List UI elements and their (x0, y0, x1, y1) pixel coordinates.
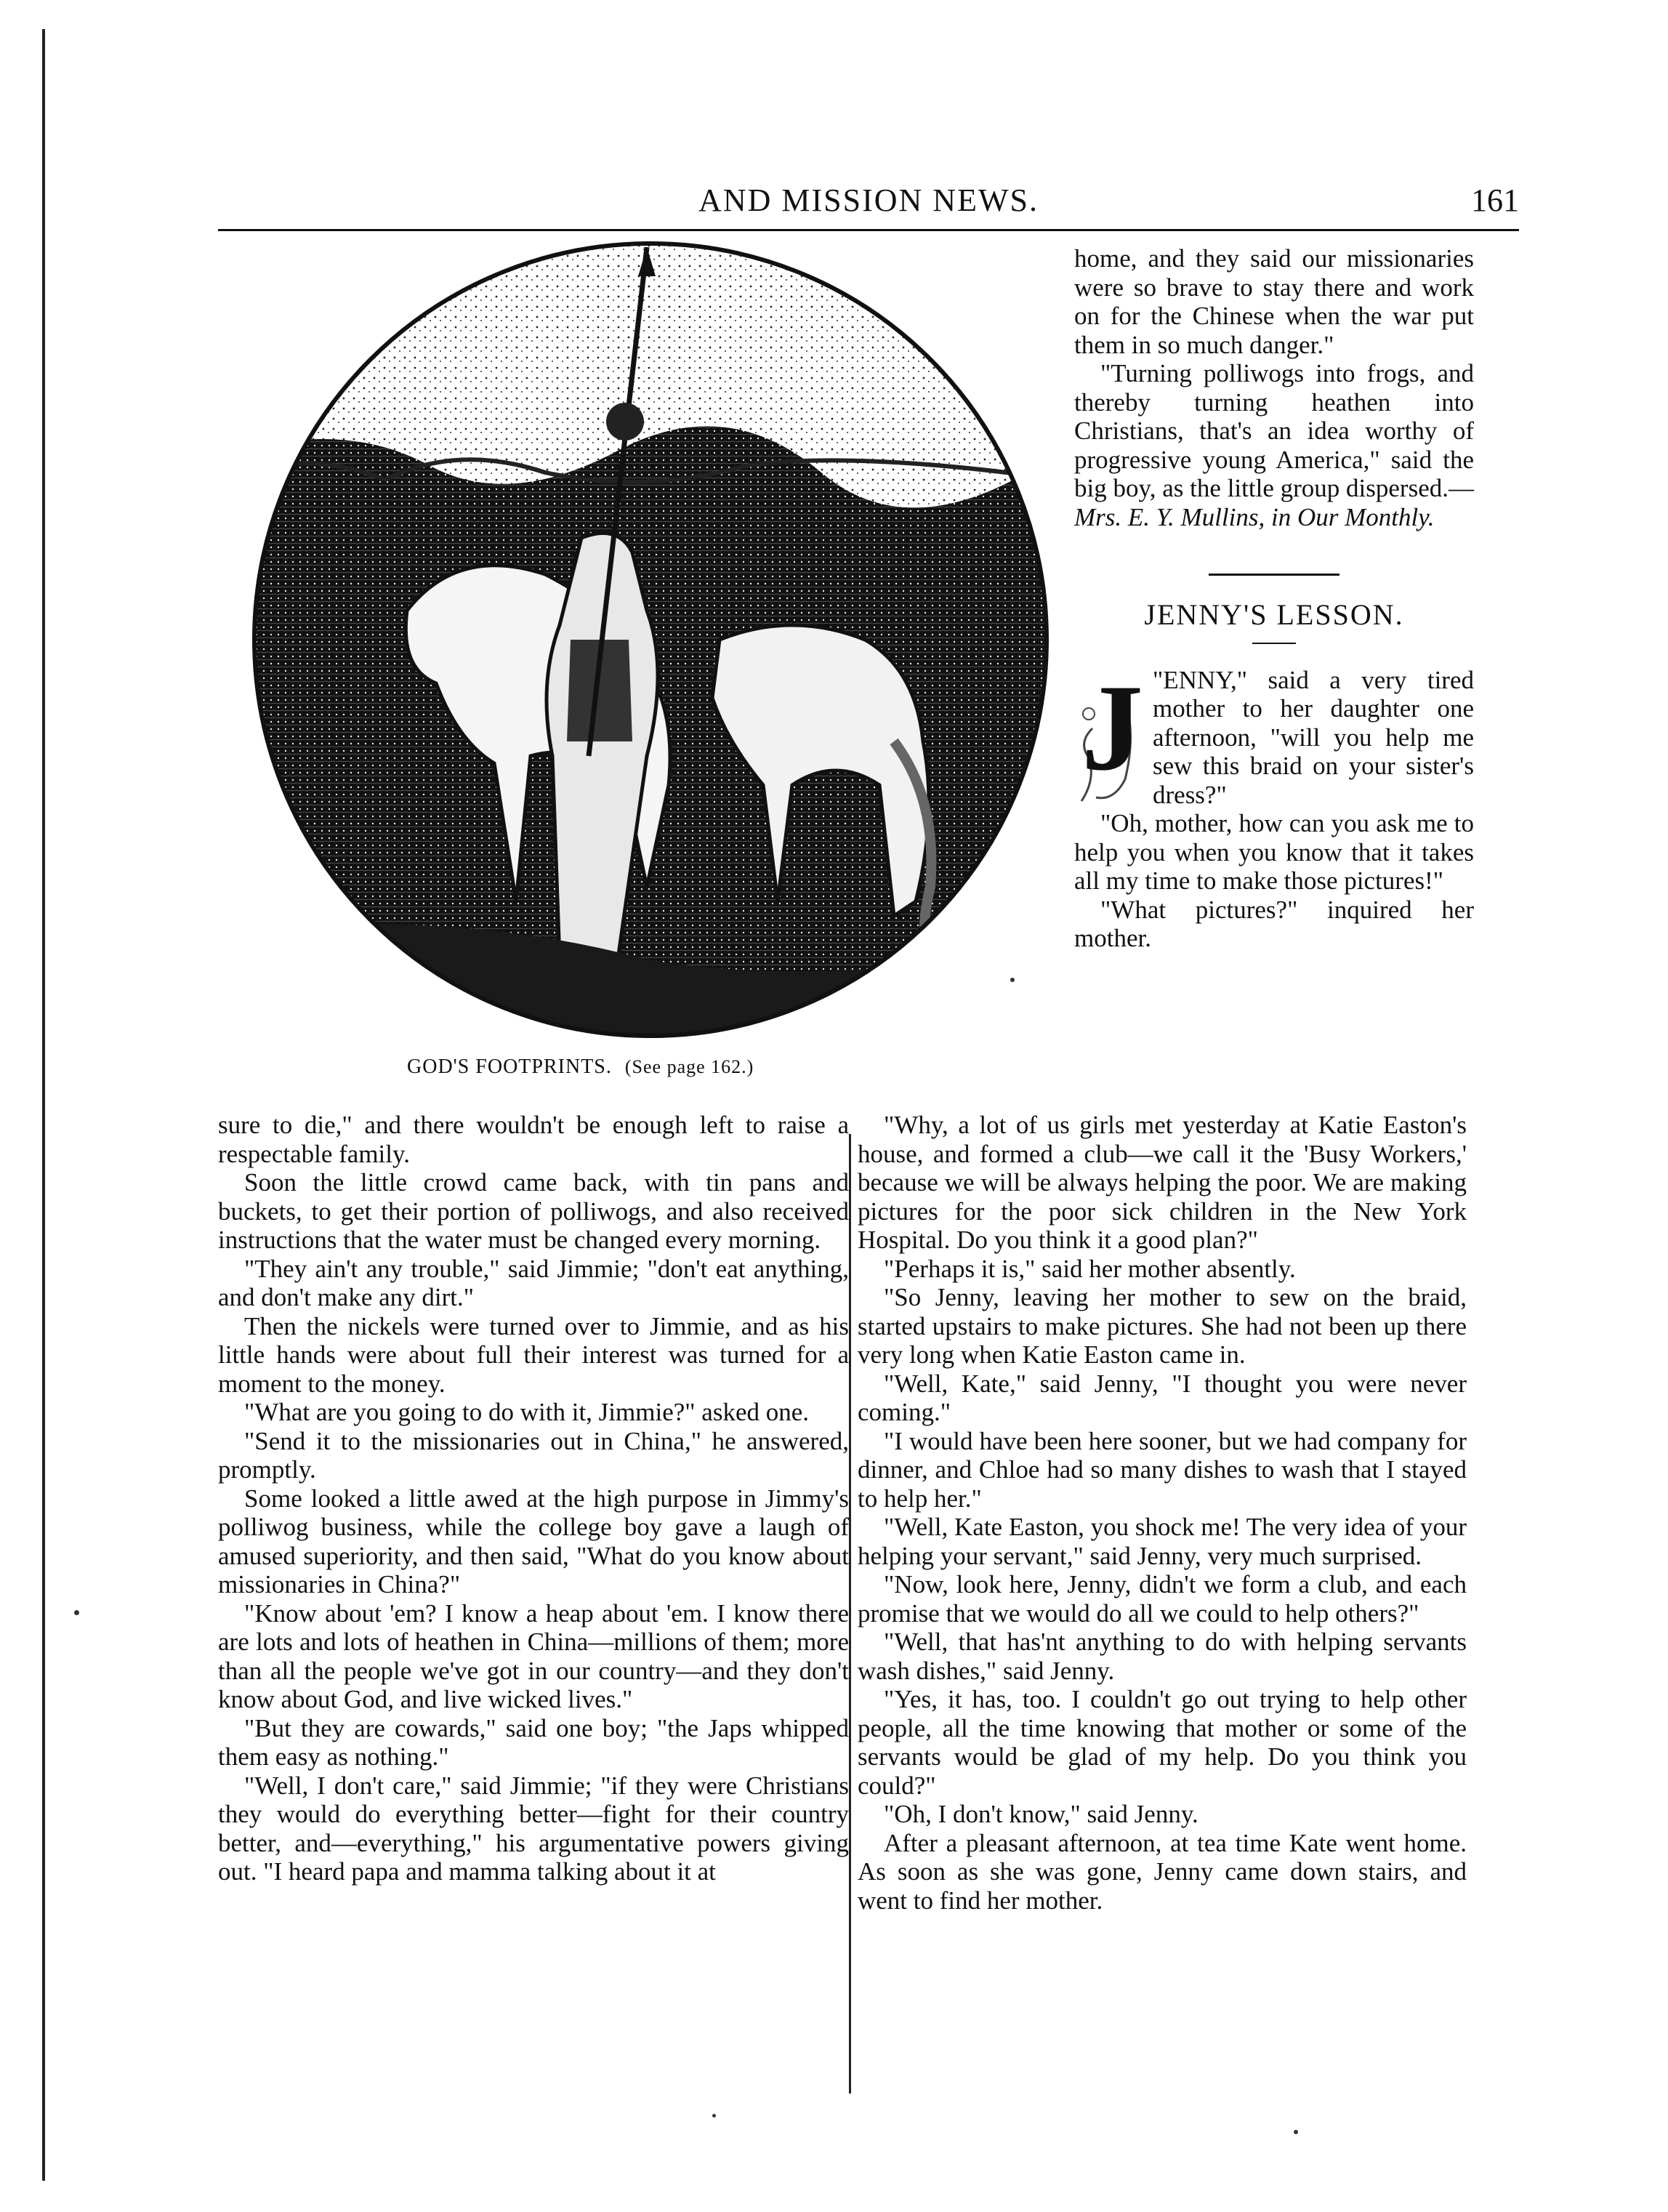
story-opening (1074, 659, 1474, 810)
author-signature: Mrs. E. Y. Mullins, in Our Monthly. (1074, 502, 1435, 531)
caption-page-reference: (See page 162.) (624, 1056, 754, 1077)
paragraph: sure to die," and there wouldn't be enough left to raise a respectable family. (218, 1111, 849, 1168)
paragraph: "I would have been here sooner, but we had company for dinner, and Chloe had so many dishes to wash that I stayed to help her." (858, 1426, 1467, 1513)
title-underline (1252, 643, 1296, 644)
paragraph: "Oh, I don't know," said Jenny. (884, 1800, 1198, 1828)
paragraph-text: ENNY," said a very tired mother to her daughter one afternoon, "will you help me sew this braid on your sister's dress?" (1153, 665, 1474, 809)
binding-line (42, 29, 45, 2181)
left-column (218, 1111, 849, 1886)
print-speck (1010, 978, 1015, 982)
story-title: JENNY'S LESSON. (1144, 598, 1404, 631)
illustration-gods-footprints (240, 233, 1061, 1047)
print-speck (74, 1610, 79, 1615)
page-header (218, 182, 1519, 225)
paragraph (1074, 359, 1474, 531)
upper-right-column (1074, 244, 1474, 953)
paragraph: "So Jenny, leaving her mother to sew on the braid, started upstairs to make pictures. She had not been up there very long when Katie Easton came in. (858, 1283, 1467, 1369)
caption-title: GOD'S FOOTPRINTS. (407, 1055, 612, 1078)
paragraph: "Well, Kate Easton, you shock me! The very idea of your helping your servant," said Jenny, very much surprised. (858, 1513, 1467, 1570)
opening-quote: " (1153, 665, 1164, 694)
print-speck (712, 2114, 716, 2118)
paragraph: "Send it to the missionaries out in China," he answered, promptly. (218, 1426, 849, 1484)
paragraph: "What pictures?" inquired her mother. (1074, 895, 1474, 952)
paragraph: "Why, a lot of us girls met yesterday at Katie Easton's house, and formed a club—we call it the 'Busy Workers,' because we will be always helping the poor. We are making pictures for the poor sick children in the New York Hospital. Do you think it a good plan?" (858, 1111, 1467, 1254)
dropcap-letter: J (1081, 659, 1143, 796)
paragraph: Soon the little crowd came back, with tin pans and buckets, to get their portion of polliwogs, and also received instructions that the water must be changed every morning. (218, 1168, 849, 1254)
header-rule (218, 229, 1519, 231)
running-head: AND MISSION NEWS. (698, 182, 1039, 218)
figure-caption (407, 1055, 754, 1079)
paragraph: "They ain't any trouble," said Jimmie; "don't eat anything, and don't make any dirt." (218, 1254, 849, 1311)
paragraph-text: "Turning polliwogs into frogs, and thereby turning heathen into Christians, that's an idea worthy of progressive young America," said the big boy, as the little group dispersed.— (1074, 359, 1474, 502)
engraving-image (240, 233, 1061, 1047)
paragraph: "But they are cowards," said one boy; "the Japs whipped them easy as nothing." (218, 1713, 849, 1771)
page-number: 161 (1471, 182, 1519, 218)
paragraph: Some looked a little awed at the high purpose in Jimmy's polliwog business, while the college boy gave a laugh of amused superiority, and then said, "What do you know about missionaries in China?" (218, 1484, 849, 1598)
paragraph: "What are you going to do with it, Jimmie?" asked one. (244, 1398, 810, 1426)
column-divider (849, 1134, 851, 2094)
ornamental-dropcap (1074, 659, 1143, 808)
paragraph: "Yes, it has, too. I couldn't go out trying to help other people, all the time knowing that mother or some of the servants would be glad of my help. Do you think you could?" (858, 1685, 1467, 1800)
paragraph: "Now, look here, Jenny, didn't we form a club, and each promise that we would do all we could to help others?" (858, 1570, 1467, 1628)
print-speck (1294, 2130, 1298, 2134)
paragraph: home, and they said our missionaries were so brave to stay there and work on for the Chinese when the war put them in so much danger." (1074, 244, 1474, 359)
paragraph: "Well, that has'nt anything to do with helping servants wash dishes," said Jenny. (858, 1628, 1467, 1685)
paragraph: After a pleasant afternoon, at tea time Kate went home. As soon as she was gone, Jenny came down stairs, and went to find her mother. (858, 1828, 1467, 1915)
paragraph: "Know about 'em? I know a heap about 'em. I know there are lots and lots of heathen in China—millions of them; more than all the people we've got in our country—and they don't know about God, and live wicked lives." (218, 1598, 849, 1713)
section-divider (1209, 574, 1339, 576)
paragraph: "Well, I don't care," said Jimmie; "if they were Christians they would do everything better—fight for their country better, and—everything," his argumentative powers giving out. "I heard papa and mamma talking about it at (218, 1771, 849, 1886)
paragraph: "Perhaps it is," said her mother absently. (884, 1254, 1296, 1283)
right-column (858, 1111, 1467, 1915)
paragraph: Then the nickels were turned over to Jimmie, and as his little hands were about full their interest was turned for a moment to the money. (218, 1311, 849, 1398)
paragraph: "Well, Kate," said Jenny, "I thought you were never coming." (858, 1369, 1467, 1426)
paragraph: "Oh, mother, how can you ask me to help you when you know that it takes all my time to make those pictures!" (1074, 809, 1474, 895)
